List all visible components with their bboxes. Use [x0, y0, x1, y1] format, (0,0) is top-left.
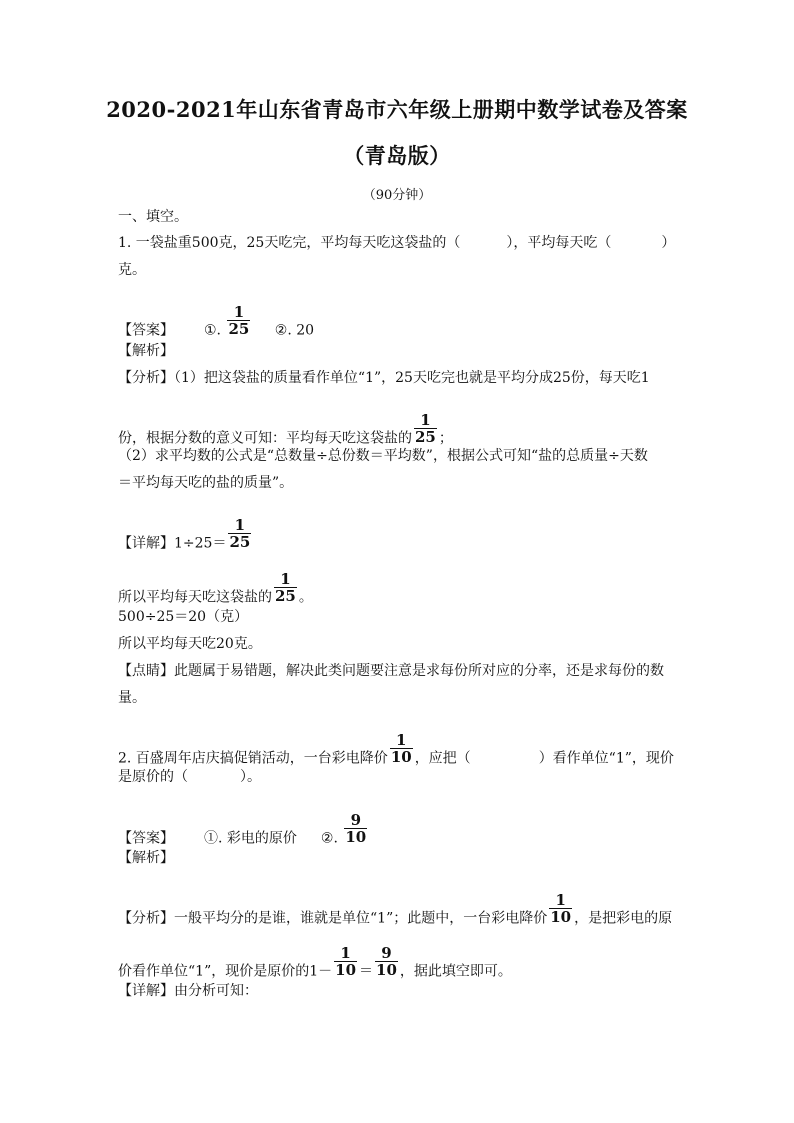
- q1-dianjing-line2: 量。: [118, 690, 146, 706]
- q1-text3: ）: [661, 235, 676, 251]
- q2-stem-line2: 是原价的（ ）。: [118, 769, 261, 785]
- q2-stem-line1: 2. 百盛周年店庆搞促销活动，一台彩电降价 $\frac{1}{10}$ ，应把（ ）看作单位“1”，现价: [118, 731, 674, 767]
- q1-answer-a: ①.: [204, 322, 222, 339]
- q2-fenxi-fraction-a: $\frac{1}{10}$: [335, 944, 357, 979]
- q1-detail-line2: 所以平均每天吃这袋盐的 $\frac{1}{25}$ 。: [118, 570, 313, 606]
- q1-answer-b: ②. 20: [274, 322, 315, 339]
- q1-detail-fraction: $\frac{1}{25}$: [229, 516, 251, 551]
- q1-fenxi-line3: （2）求平均数的公式是“总数量÷总份数＝平均数”，根据公式可知“盐的总质量÷天数: [118, 448, 648, 464]
- answer-label: 【答案】: [118, 322, 174, 339]
- q1-text2: ），平均每天吃（: [506, 235, 612, 251]
- section-heading: 一、填空。: [118, 209, 188, 225]
- q2-analysis-label: 【解析】: [118, 850, 174, 866]
- q2-detail-line1: 【详解】由分析可知：: [118, 983, 258, 999]
- q1-detail-line3: 500÷25＝20（克）: [118, 609, 249, 625]
- q1-fenxi-fraction: $\frac{1}{25}$: [415, 411, 436, 446]
- q1-fenxi-line4: ＝平均每天吃的盐的质量”。: [118, 475, 294, 491]
- q1-text1: 1. 一袋盐重500克，25天吃完，平均每天吃这袋盐的（: [118, 235, 461, 251]
- q1-fenxi-line2: 份，根据分数的意义可知：平均每天吃这袋盐的 $\frac{1}{25}$ ；: [118, 411, 453, 447]
- q1-detail-line1: 【详解】1÷25＝ $\frac{1}{25}$: [118, 516, 251, 552]
- q2-fenxi-fraction: $\frac{1}{10}$: [550, 891, 572, 926]
- q2-fenxi-fraction-b: $\frac{9}{10}$: [376, 944, 397, 979]
- page-title: 2020-2021年山东省青岛市六年级上册期中数学试卷及答案: [106, 97, 688, 122]
- q1-analysis-label: 【解析】: [118, 343, 174, 359]
- q1-fenxi-line1: 【分析】（1）把这袋盐的质量看作单位“1”，25天吃完也就是平均分成25份，每天吃1: [118, 370, 650, 386]
- q2-answer: 【答案】 ①. 彩电的原价 ②. $\frac{9}{10}$: [118, 811, 367, 847]
- q1-dianjing-line1: 【点睛】此题属于易错题，解决此类问题要注意是求每份所对应的分率，还是求每份的数: [118, 663, 664, 679]
- q1-stem-line2: 克。: [118, 262, 146, 278]
- q2-answer-fraction: $\frac{9}{10}$: [345, 811, 367, 846]
- q1-detail-line4: 所以平均每天吃20克。: [118, 636, 262, 652]
- exam-duration: （90分钟）: [362, 188, 432, 203]
- q2-fenxi-line1: 【分析】一般平均分的是谁，谁就是单位“1”；此题中，一台彩电降价 $\frac{1}{10}$ ，是把彩电的原: [118, 891, 673, 927]
- q2-fenxi-line2: 价看作单位“1”，现价是原价的1－ $\frac{1}{10}$ ＝ $\frac{9}{10}$ ，据此填空即可。: [118, 944, 512, 980]
- q1-stem-line1: [118, 233, 678, 253]
- page-subtitle: （青岛版）: [343, 143, 451, 168]
- q1-answer-fraction: $\frac{1}{25}$: [228, 303, 250, 338]
- q2-stem-fraction: $\frac{1}{10}$: [390, 731, 412, 766]
- q1-detail-fraction-2: $\frac{1}{25}$: [275, 570, 296, 605]
